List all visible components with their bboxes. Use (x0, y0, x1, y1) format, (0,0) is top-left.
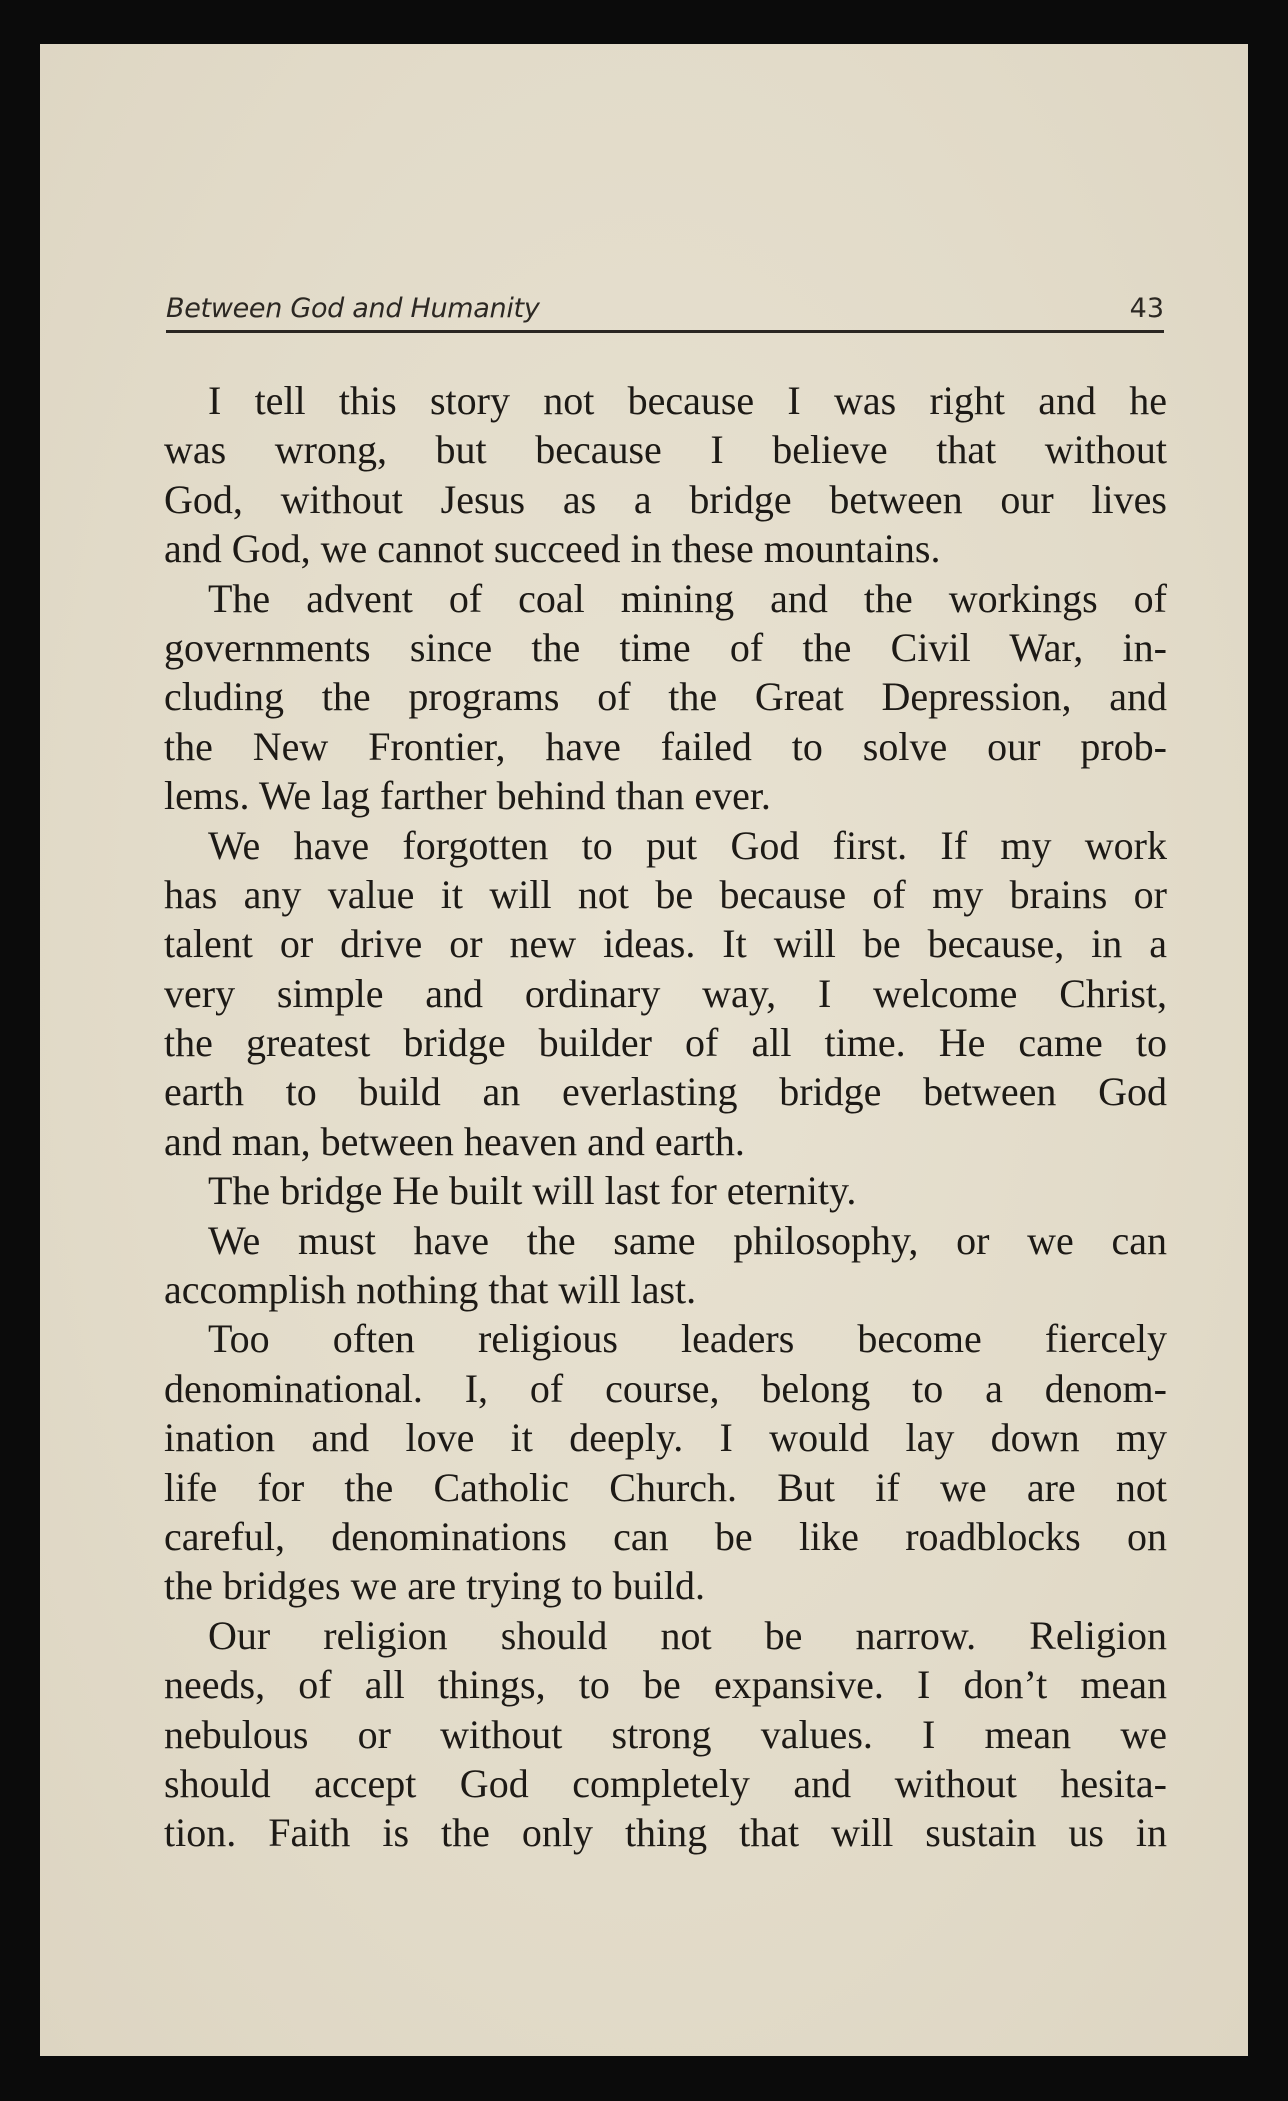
text-line: The bridge He built will last for eternity. (208, 1168, 857, 1214)
running-head: Between God and Humanity (166, 293, 540, 324)
text-line: the greatest bridge builder of all time. He came to (164, 1020, 1167, 1066)
text-line: God, without Jesus as a bridge between our lives (164, 476, 1167, 522)
text-line: and man, between heaven and earth. (164, 1118, 745, 1164)
text-line: governments since the time of the Civil War, in- (164, 624, 1167, 670)
text-line: nebulous or without strong values. I mean we (164, 1711, 1167, 1757)
text-line: the New Frontier, have failed to solve our prob- (164, 723, 1167, 769)
text-line: The advent of coal mining and the workings of (208, 575, 1167, 621)
text-line: has any value it will not be because of my brains or (164, 871, 1167, 917)
text-line: lems. We lag farther behind than ever. (164, 773, 771, 819)
text-line: We must have the same philosophy, or we can (208, 1217, 1167, 1263)
text-line: Our religion should not be narrow. Religion (208, 1612, 1167, 1658)
text-line: Too often religious leaders become fiercely (208, 1316, 1167, 1362)
book-page (40, 44, 1248, 2056)
text-line: tion. Faith is the only thing that will sustain us in (164, 1810, 1167, 1856)
text-line: careful, denominations can be like roadblocks on (164, 1513, 1167, 1559)
text-line: I tell this story not because I was right and he (208, 378, 1167, 423)
text-line: We have forgotten to put God first. If my work (208, 822, 1167, 868)
page-number: 43 (1129, 293, 1164, 324)
text-line: should accept God completely and without hesita- (164, 1760, 1167, 1806)
text-line: very simple and ordinary way, I welcome Christ, (164, 970, 1167, 1016)
text-line: the bridges we are trying to build. (164, 1563, 705, 1609)
text-line: needs, of all things, to be expansive. I don’t mean (164, 1662, 1167, 1708)
text-line: and God, we cannot succeed in these mountains. (164, 526, 941, 572)
text-line: accomplish nothing that will last. (164, 1267, 697, 1313)
text-line: denominational. I, of course, belong to a denom- (164, 1365, 1167, 1411)
text-line: cluding the programs of the Great Depression, and (164, 674, 1167, 720)
text-line: life for the Catholic Church. But if we are not (164, 1464, 1167, 1510)
text-line: talent or drive or new ideas. It will be because, in a (164, 921, 1167, 967)
text-line: ination and love it deeply. I would lay down my (164, 1415, 1167, 1461)
body-text (164, 376, 1167, 1858)
page-header (166, 284, 1164, 333)
text-line: earth to build an everlasting bridge between God (164, 1069, 1167, 1115)
text-line: was wrong, but because I believe that without (164, 427, 1167, 473)
